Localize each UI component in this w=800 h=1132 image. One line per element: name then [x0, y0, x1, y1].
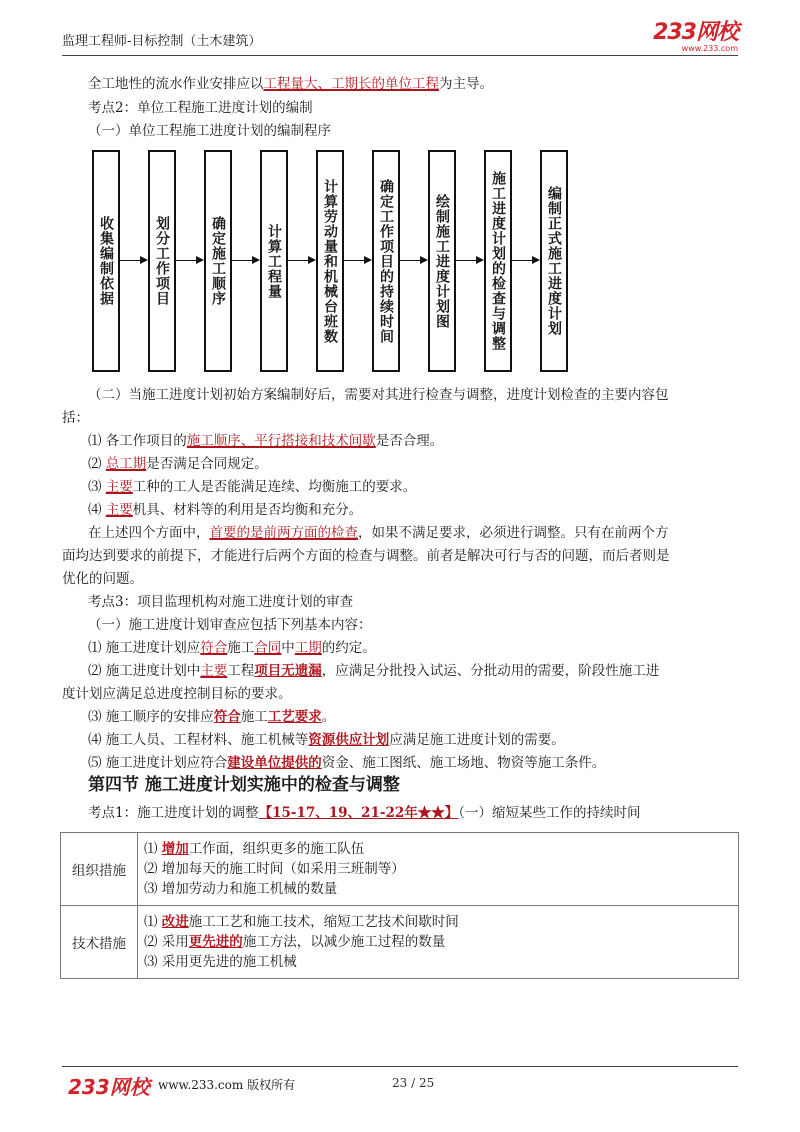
key-point-mark: 合同: [254, 640, 282, 656]
check-item-4: [88, 500, 362, 520]
key-point-mark: 更先进的: [188, 934, 243, 950]
text-span: 考点1：施工进度计划的调整: [88, 805, 259, 821]
kp1-heading: [88, 803, 640, 823]
flow-step-label: 施工进度计划的检查与调整: [490, 171, 506, 351]
text-span: ⑵ 施工进度计划中: [88, 663, 201, 679]
flow-arrow: [456, 260, 482, 261]
flow-step-label: 计算劳动量和机械台班数: [322, 178, 338, 344]
text-span: 施工方法，以减少施工过程的数量: [242, 934, 446, 950]
text-span: ⑶: [88, 479, 106, 495]
flow-step-label: 收集编制依据: [98, 216, 114, 306]
text-span: 全工地性的流水作业安排应以: [88, 76, 264, 92]
key-point-mark: 施工顺序、平行搭接和技术间歇: [186, 433, 376, 449]
flow-step-label: 确定施工顺序: [210, 216, 226, 306]
check-paragraph: [88, 523, 669, 543]
check-intro-line2: 括：: [62, 410, 89, 426]
flow-step-label: 计算工程量: [266, 223, 282, 299]
check-intro-line1: （二）当施工进度计划初始方案编制好后，需要对其进行检查与调整，进度计划检查的主要内容包: [88, 387, 669, 403]
text-span: 。: [321, 709, 336, 725]
measure-line: [144, 932, 738, 952]
section-title: 第四节 施工进度计划实施中的检查与调整: [88, 775, 400, 795]
row-content: [138, 833, 739, 906]
text-span: 的约定。: [321, 640, 376, 656]
text-span: ⑴: [144, 914, 162, 930]
review-item-3: [88, 707, 335, 727]
table-row: [61, 906, 739, 979]
check-item-2: [88, 454, 268, 474]
text-span: 施工: [240, 709, 268, 725]
key-point-mark: 主要: [105, 502, 133, 518]
key-point-mark: 首要的是前两方面的检查: [209, 525, 358, 541]
key-point-mark: 改进: [161, 914, 189, 930]
kp3-heading: 考点3：项目监理机构对施工进度计划的审查: [88, 594, 354, 610]
text-span: ⑴ 各工作项目的: [88, 433, 187, 449]
text-span: 是否合理。: [375, 433, 444, 449]
text-span: 应满足施工进度计划的需要。: [389, 732, 565, 748]
measure-line: ⑶ 采用更先进的施工机械: [144, 954, 297, 970]
check-item-3: [88, 477, 416, 497]
review-sub1: （一）施工进度计划审查应包括下列基本内容：: [88, 617, 372, 633]
flow-diagram: [92, 150, 592, 374]
flow-arrow: [176, 260, 202, 261]
intro-paragraph: [88, 74, 493, 94]
footer-copyright: www.233.com 版权所有: [158, 1078, 296, 1092]
flow-step-9: [540, 150, 568, 372]
footer-divider: [62, 1066, 738, 1067]
text-span: 施工: [227, 640, 255, 656]
flow-step-5: [316, 150, 344, 372]
flow-step-label: 确定工作项目的持续时间: [378, 178, 394, 344]
sub1-heading: （一）单位工程施工进度计划的编制程序: [88, 123, 331, 139]
review-item-2-line2: 度计划应满足总进度控制目标的要求。: [62, 686, 292, 702]
text-span: ⑵: [88, 456, 106, 472]
review-item-1: [88, 638, 376, 658]
footer-logo[interactable]: 233网校: [68, 1075, 150, 1099]
text-span: 施工工艺和施工技术，缩短工艺技术间歇时间: [188, 914, 459, 930]
text-span: 工程: [227, 663, 255, 679]
key-point-mark: 符合: [213, 709, 241, 725]
check-paragraph-line3: 优化的问题。: [62, 571, 143, 587]
key-point-mark: 项目无遗漏: [254, 663, 322, 679]
flow-arrow: [512, 260, 538, 261]
text-span: 资金、施工图纸、施工场地、物资等施工条件。: [321, 755, 606, 771]
measures-table: [60, 832, 739, 979]
key-point-mark: 工期: [294, 640, 322, 656]
text-span: ⑷ 施工人员、工程材料、施工机械等: [88, 732, 309, 748]
text-span: （一）缩短某些工作的持续时间: [458, 805, 641, 821]
logo-url: www.233.com: [681, 44, 738, 53]
key-point-mark: 符合: [200, 640, 228, 656]
page-header: [62, 22, 738, 52]
flow-arrow: [344, 260, 370, 261]
page-number: 23 / 25: [392, 1076, 435, 1090]
table-row: [61, 833, 739, 906]
row-content: [138, 906, 739, 979]
row-label: 组织措施: [61, 833, 138, 906]
key-point-mark: 增加: [161, 841, 189, 857]
exam-years-mark: 【15-17、19、21-22年★★】: [258, 805, 459, 821]
flow-step-label: 划分工作项目: [154, 216, 170, 306]
kp2-heading: 考点2：单位工程施工进度计划的编制: [88, 100, 313, 116]
key-point-mark: 总工期: [105, 456, 147, 472]
brand-logo[interactable]: [653, 22, 738, 53]
key-point-mark: 工艺要求: [267, 709, 322, 725]
flow-arrow: [400, 260, 426, 261]
flow-step-1: [92, 150, 120, 372]
text-span: ⑴ 施工进度计划应: [88, 640, 201, 656]
text-span: 工种的工人是否能满足连续、均衡施工的要求。: [132, 479, 417, 495]
text-span: 工作面，组织更多的施工队伍: [188, 841, 365, 857]
flow-step-6: [372, 150, 400, 372]
flow-step-7: [428, 150, 456, 372]
header-divider: [62, 55, 738, 56]
text-span: ⑷: [88, 502, 106, 518]
check-paragraph-line2: 面均达到要求的前提下，才能进行后两个方面的检查与调整。前者是解决可行与否的问题，而后者则是: [62, 548, 670, 564]
measure-line: [144, 912, 738, 932]
key-point-mark: 主要: [200, 663, 228, 679]
flow-step-2: [148, 150, 176, 372]
flow-arrow: [232, 260, 258, 261]
flow-step-label: 编制正式施工进度计划: [546, 186, 562, 336]
measure-line: ⑶ 增加劳动力和施工机械的数量: [144, 881, 338, 897]
text-span: 在上述四个方面中，: [88, 525, 210, 541]
flow-step-8: [484, 150, 512, 372]
key-point-mark: 主要: [105, 479, 133, 495]
measure-line: [144, 839, 738, 859]
text-span: 是否满足合同规定。: [146, 456, 268, 472]
flow-arrow: [288, 260, 314, 261]
text-span: ，如果不满足要求，必须进行调整。只有在前两个方: [358, 525, 669, 541]
text-span: ⑴: [144, 841, 162, 857]
logo-text: 233网校: [653, 20, 738, 45]
text-span: ⑵ 采用: [144, 934, 189, 950]
key-point-mark: 资源供应计划: [308, 732, 390, 748]
flow-step-label: 绘制施工进度计划图: [434, 193, 450, 329]
text-span: ⑸ 施工进度计划应符合: [88, 755, 228, 771]
review-item-2: [88, 661, 659, 681]
measure-line: ⑵ 增加每天的施工时间（如采用三班制等）: [144, 861, 405, 877]
flow-arrow: [120, 260, 146, 261]
text-span: 中: [281, 640, 295, 656]
text-span: 为主导。: [439, 76, 493, 92]
review-item-4: [88, 730, 565, 750]
document-title: 监理工程师-目标控制（土木建筑）: [62, 34, 262, 49]
text-span: ⑶ 施工顺序的安排应: [88, 709, 214, 725]
key-point-mark: 建设单位提供的: [227, 755, 322, 771]
row-label: 技术措施: [61, 906, 138, 979]
check-item-1: [88, 431, 443, 451]
text-span: 机具、材料等的利用是否均衡和充分。: [132, 502, 363, 518]
flow-step-3: [204, 150, 232, 372]
text-span: ，应满足分批投入试运、分批动用的需要，阶段性施工进: [321, 663, 660, 679]
flow-step-4: [260, 150, 288, 372]
key-point-mark: 工程量大、工期长的单位工程: [263, 76, 439, 92]
